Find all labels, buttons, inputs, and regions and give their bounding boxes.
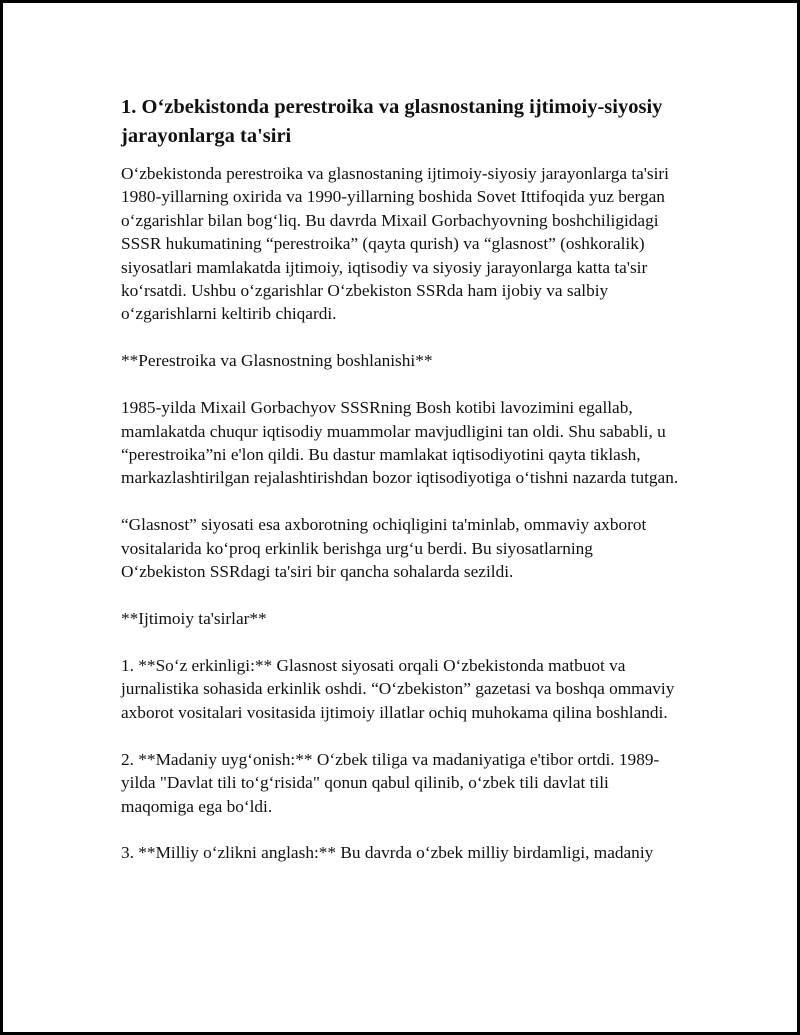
list-item-cultural-revival: 2. **Madaniy uyg‘onish:** O‘zbek tiliga va madaniyatiga e'tibor ortdi. 1989-yilda "Davlat tili to‘g‘risida" qonun qabul qilinib, o‘zbek tili davlat tili maqomiga ega bo‘ldi. — [121, 749, 660, 816]
section-heading-perestroika: **Perestroika va Glasnostning boshlanishi** — [121, 351, 433, 371]
list-item-freedom-of-speech: 1. **So‘z erkinligi:** Glasnost siyosati orqali O‘zbekistonda matbuot va jurnalistika sohasida erkinlik oshdi. “O‘zbekiston” gazetasi va boshqa ommaviy axborot vositalari vositasida ijtimoiy illatlar ochiq muhokama qilina boshlandi. — [121, 656, 675, 722]
paragraph-1985: 1985-yilda Mixail Gorbachyov SSSRning Bosh kotibi lavozimini egallab, mamlakatda chuqur iqtisodiy muammolar mavjudligini tan oldi. Shu sababli, u “perestroika”ni e'lon qildi. Bu dastur mamlakat iqtisodiyotini qayta tiklash, markazlashtirilgan rejalashtirishdan bozor iqtisodiyotiga o‘tishni nazarda tutgan. — [121, 398, 679, 488]
section-heading-social-effects: **Ijtimoiy ta'sirlar** — [121, 609, 267, 629]
paragraph-glasnost: “Glasnost” siyosati esa axborotning ochiqligini ta'minlab, ommaviy axborot vositalarida ko‘proq erkinlik berishga urg‘u berdi. Bu siyosatlarning O‘zbekiston SSRdagi ta'siri bir qancha sohalarda sezildi. — [121, 515, 647, 582]
list-item-national-identity: 3. **Milliy o‘zlikni anglash:** Bu davrda o‘zbek milliy birdamligi, madaniy — [121, 843, 654, 863]
intro-paragraph: O‘zbekistonda perestroika va glasnostaning ijtimoiy-siyosiy jarayonlarga ta'siri 1980-yillarning oxirida va 1990-yillarning boshida Sovet Ittifoqida yuz bergan o‘zgarishlar bilan bog‘liq. Bu davrda Mixail Gorbachyovning boshchiligidagi SSSR hukumatining “perestroika” (qayta qurish) va “glasnost” (oshkoralik) siyosatlari mamlakatda ijtimoiy, iqtisodiy va siyosiy jarayonlarga katta ta'sir ko‘rsatdi. Ushbu o‘zgarishlar O‘zbekiston SSRda ham ijobiy va salbiy o‘zgarishlarni keltirib chiqardi. — [121, 164, 669, 324]
document-title: 1. O‘zbekistonda perestroika va glasnostaning ijtimoiy-siyosiy jarayonlarga ta'siri — [121, 96, 663, 147]
